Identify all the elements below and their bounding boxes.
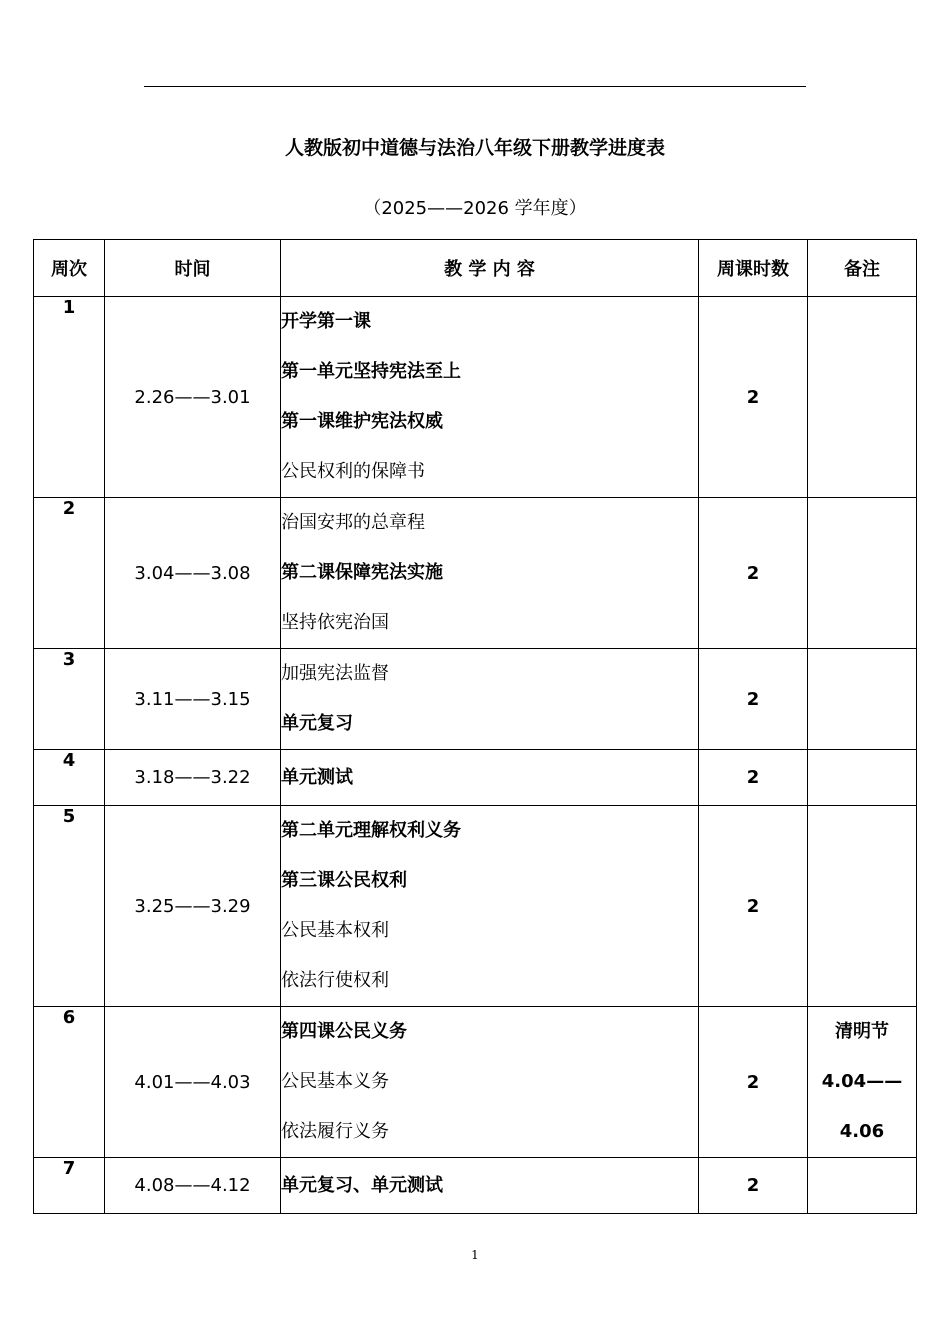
time-cell: 4.08——4.12 — [105, 1158, 281, 1214]
week-cell: 2 — [34, 498, 105, 649]
note-cell — [808, 1158, 917, 1214]
content-line: 第二单元理解权利义务 — [281, 820, 461, 841]
time-cell: 3.25——3.29 — [105, 806, 281, 1007]
week-cell: 1 — [34, 297, 105, 498]
note-line: 4.06 — [839, 1121, 885, 1142]
time-cell: 3.11——3.15 — [105, 649, 281, 750]
week-cell: 6 — [34, 1007, 105, 1158]
table-row — [34, 750, 917, 806]
header-week: 周次 — [34, 240, 105, 297]
document-title: 人教版初中道德与法治八年级下册教学进度表 — [284, 137, 665, 159]
week-cell: 3 — [34, 649, 105, 750]
table-row — [34, 806, 917, 1007]
week-cell: 7 — [34, 1158, 105, 1214]
table-body — [34, 297, 917, 1214]
page-number: 1 — [471, 1248, 479, 1262]
content-line: 第三课公民权利 — [281, 870, 407, 891]
hours-cell: 2 — [699, 1158, 808, 1214]
note-cell — [808, 750, 917, 806]
note-line: 清明节 — [835, 1021, 889, 1042]
content-line: 坚持依宪治国 — [281, 612, 389, 633]
content-line: 公民基本权利 — [281, 920, 389, 941]
time-cell: 2.26——3.01 — [105, 297, 281, 498]
note-cell — [808, 1007, 917, 1158]
content-line: 依法履行义务 — [281, 1121, 389, 1142]
content-line: 开学第一课 — [281, 311, 371, 332]
content-line: 依法行使权利 — [281, 970, 389, 991]
content-cell — [281, 297, 699, 498]
table-row — [34, 649, 917, 750]
content-cell — [281, 806, 699, 1007]
content-line: 第四课公民义务 — [281, 1021, 407, 1042]
hours-cell: 2 — [699, 806, 808, 1007]
hours-cell: 2 — [699, 297, 808, 498]
content-cell — [281, 1007, 699, 1158]
schedule-table — [33, 239, 917, 1214]
content-cell — [281, 498, 699, 649]
content-line: 单元复习、单元测试 — [281, 1175, 443, 1196]
header-time: 时间 — [105, 240, 281, 297]
header-hours: 周课时数 — [699, 240, 808, 297]
header-content: 教 学 内 容 — [281, 240, 699, 297]
note-cell — [808, 806, 917, 1007]
time-cell: 3.04——3.08 — [105, 498, 281, 649]
note-cell — [808, 498, 917, 649]
content-line: 第一单元坚持宪法至上 — [281, 361, 461, 382]
table-row — [34, 498, 917, 649]
content-cell — [281, 649, 699, 750]
content-line: 单元测试 — [281, 767, 353, 788]
hours-cell: 2 — [699, 750, 808, 806]
content-line: 治国安邦的总章程 — [281, 512, 425, 533]
time-cell: 3.18——3.22 — [105, 750, 281, 806]
week-cell: 5 — [34, 806, 105, 1007]
content-line: 第一课维护宪法权威 — [281, 411, 443, 432]
content-cell — [281, 1158, 699, 1214]
content-line: 单元复习 — [281, 713, 353, 734]
hours-cell: 2 — [699, 649, 808, 750]
note-cell — [808, 297, 917, 498]
content-line: 加强宪法监督 — [281, 663, 389, 684]
content-line: 公民权利的保障书 — [281, 461, 425, 482]
header-rule — [144, 86, 806, 87]
hours-cell: 2 — [699, 1007, 808, 1158]
table-row — [34, 1158, 917, 1214]
content-cell — [281, 750, 699, 806]
table-row — [34, 297, 917, 498]
time-cell: 4.01——4.03 — [105, 1007, 281, 1158]
note-cell — [808, 649, 917, 750]
content-line: 公民基本义务 — [281, 1071, 389, 1092]
week-cell: 4 — [34, 750, 105, 806]
document-subtitle: （2025——2026 学年度） — [363, 198, 587, 219]
table-header-row — [34, 240, 917, 297]
content-line: 第二课保障宪法实施 — [281, 562, 443, 583]
table-row — [34, 1007, 917, 1158]
hours-cell: 2 — [699, 498, 808, 649]
header-note: 备注 — [808, 240, 917, 297]
note-line: 4.04—— — [821, 1071, 903, 1092]
